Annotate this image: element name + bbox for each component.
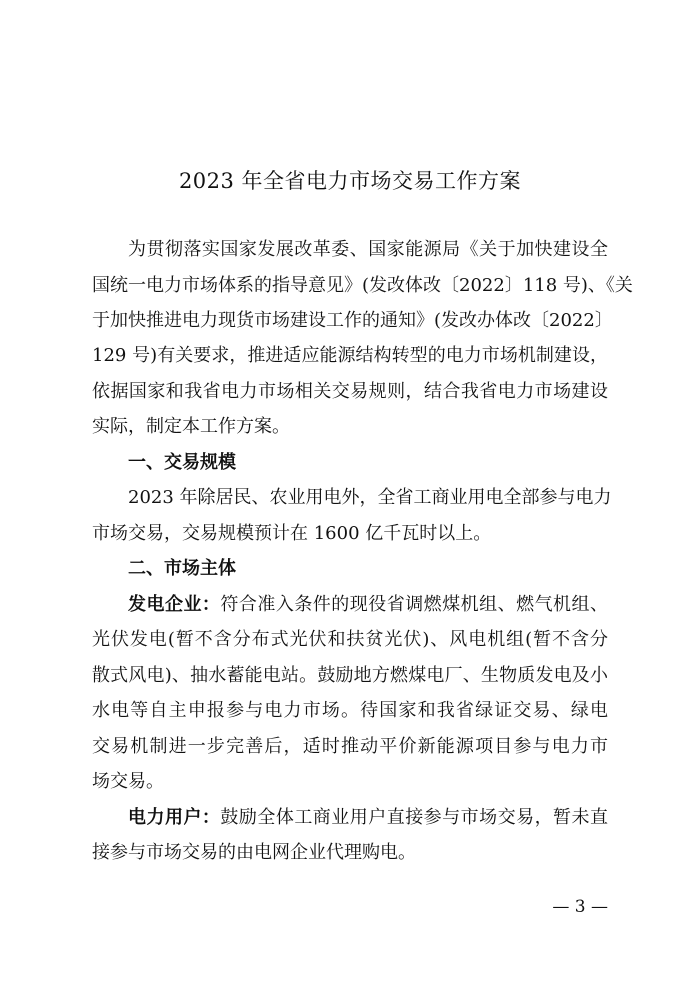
section-heading-scale: 一、交易规模 — [128, 452, 236, 473]
generation-line-6: 场交易。 — [92, 771, 164, 792]
intro-line-4: 129 号)有关要求，推进适应能源结构转型的电力市场机制建设， — [92, 345, 608, 366]
intro-line-1: 为贯彻落实国家发展改革委、国家能源局《关于加快建设全 — [128, 239, 608, 260]
intro-line-6: 实际，制定本工作方案。 — [92, 416, 290, 437]
intro-line-5: 依据国家和我省电力市场相关交易规则，结合我省电力市场建设 — [92, 381, 608, 402]
user-line-1 — [92, 804, 608, 832]
generation-first-text: 符合准入条件的现役省调燃煤机组、燃气机组、 — [220, 594, 609, 615]
section-heading-market-entities: 二、市场主体 — [128, 558, 236, 579]
user-first-text: 鼓励全体工商业用户直接参与市场交易，暂未直 — [220, 807, 609, 828]
scale-line-2: 市场交易，交易规模预计在 1600 亿千瓦时以上。 — [92, 523, 492, 544]
generation-line-2: 光伏发电(暂不含分布式光伏和扶贫光伏)、风电机组(暂不含分 — [92, 629, 608, 650]
scale-line-1: 2023 年除居民、农业用电外，全省工商业用电全部参与电力 — [128, 487, 612, 508]
document-title: 2023 年全省电力市场交易工作方案 — [178, 169, 522, 193]
generation-line-1 — [92, 591, 608, 619]
intro-line-3: 于加快推进电力现货市场建设工作的通知》(发改办体改〔2022〕 — [92, 310, 613, 331]
generation-line-5: 交易机制进一步完善后，适时推动平价新能源项目参与电力市 — [92, 736, 608, 757]
intro-line-2: 国统一电力市场体系的指导意见》(发改体改〔2022〕118 号)、《关 — [92, 275, 633, 296]
generation-line-3: 散式风电)、抽水蓄能电站。鼓励地方燃煤电厂、生物质发电及小 — [92, 665, 608, 686]
generation-label: 发电企业： — [128, 594, 221, 615]
user-label: 电力用户： — [128, 807, 221, 828]
generation-line-4: 水电等自主申报参与电力市场。待国家和我省绿证交易、绿电 — [92, 700, 608, 721]
page-number: — 3 — — [552, 897, 608, 917]
user-line-2: 接参与市场交易的由电网企业代理购电。 — [92, 842, 416, 863]
